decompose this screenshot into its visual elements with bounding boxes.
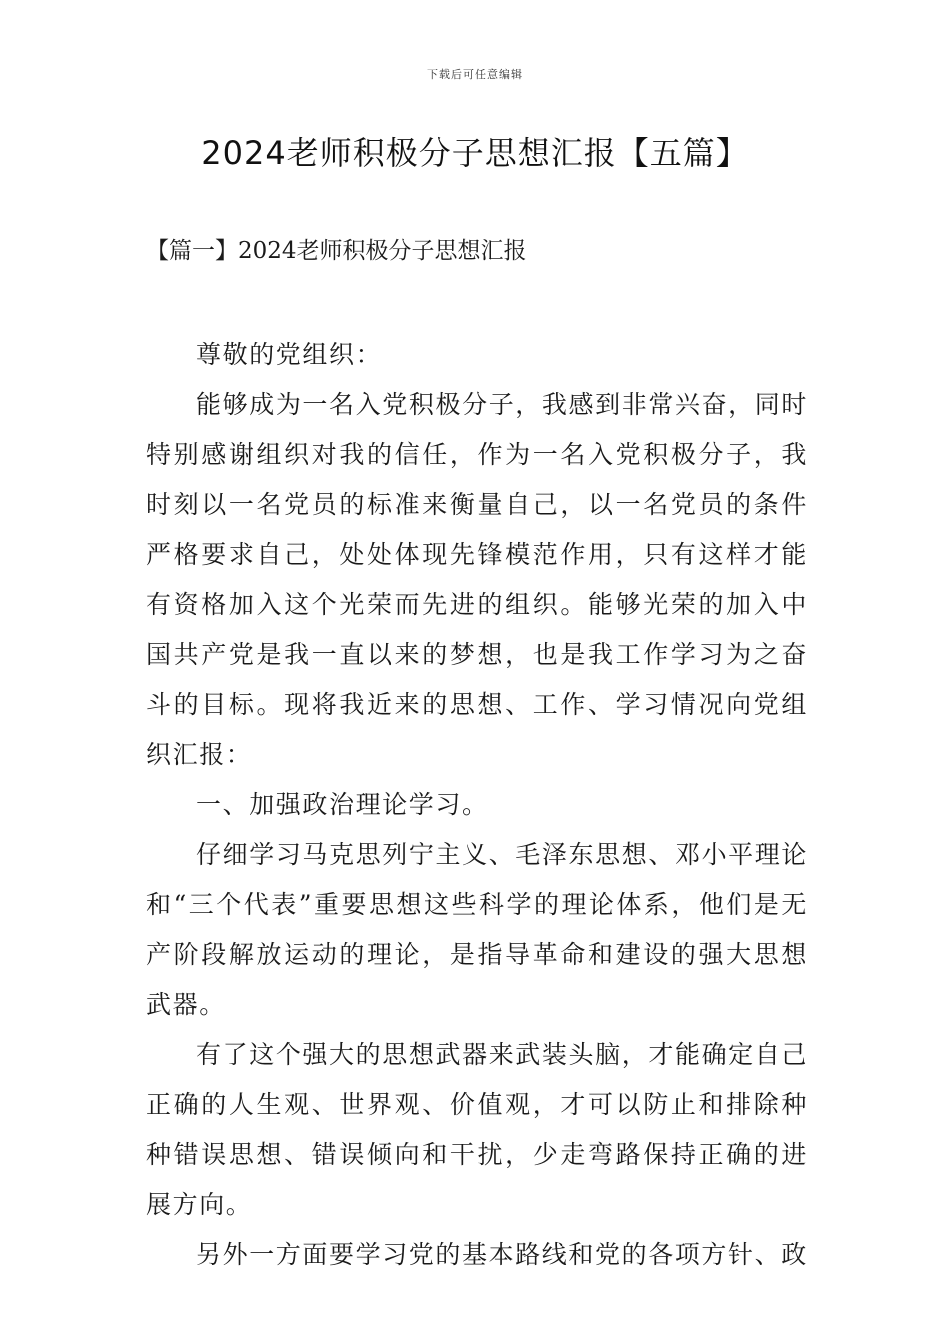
body-paragraph: 有了这个强大的思想武器来武装头脑，才能确定自己正确的人生观、世界观、价值观，才可以防止和排除种种错误思想、错误倾向和干扰，少走弯路保持正确的进展方向。 (146, 1040, 808, 1219)
page-header-note: 下载后可任意编辑 (427, 68, 523, 81)
body-paragraph: 另外一方面要学习党的基本路线和党的各项方针、政 (196, 1240, 808, 1269)
section-heading: 【篇一】2024老师积极分子思想汇报 (146, 238, 527, 264)
body-paragraph: 能够成为一名入党积极分子，我感到非常兴奋，同时特别感谢组织对我的信任，作为一名入党积极分子，我时刻以一名党员的标准来衡量自己，以一名党员的条件严格要求自己，处处体现先锋模范作用，只有这样才能有资格加入这个光荣而先进的组织。能够光荣的加入中国共产党是我一直以来的梦想，也是我工作学习为之奋斗的目标。现将我近来的思想、工作、学习情况向党组织汇报： (146, 390, 808, 769)
subheading-paragraph: 一、加强政治理论学习。 (196, 790, 489, 819)
document-title: 2024老师积极分子思想汇报【五篇】 (201, 134, 749, 172)
body-paragraph: 仔细学习马克思列宁主义、毛泽东思想、邓小平理论和“三个代表”重要思想这些科学的理论体系，他们是无产阶段解放运动的理论，是指导革命和建设的强大思想武器。 (146, 840, 808, 1019)
document-body (146, 330, 808, 1280)
salutation-paragraph: 尊敬的党组织： (196, 340, 383, 369)
